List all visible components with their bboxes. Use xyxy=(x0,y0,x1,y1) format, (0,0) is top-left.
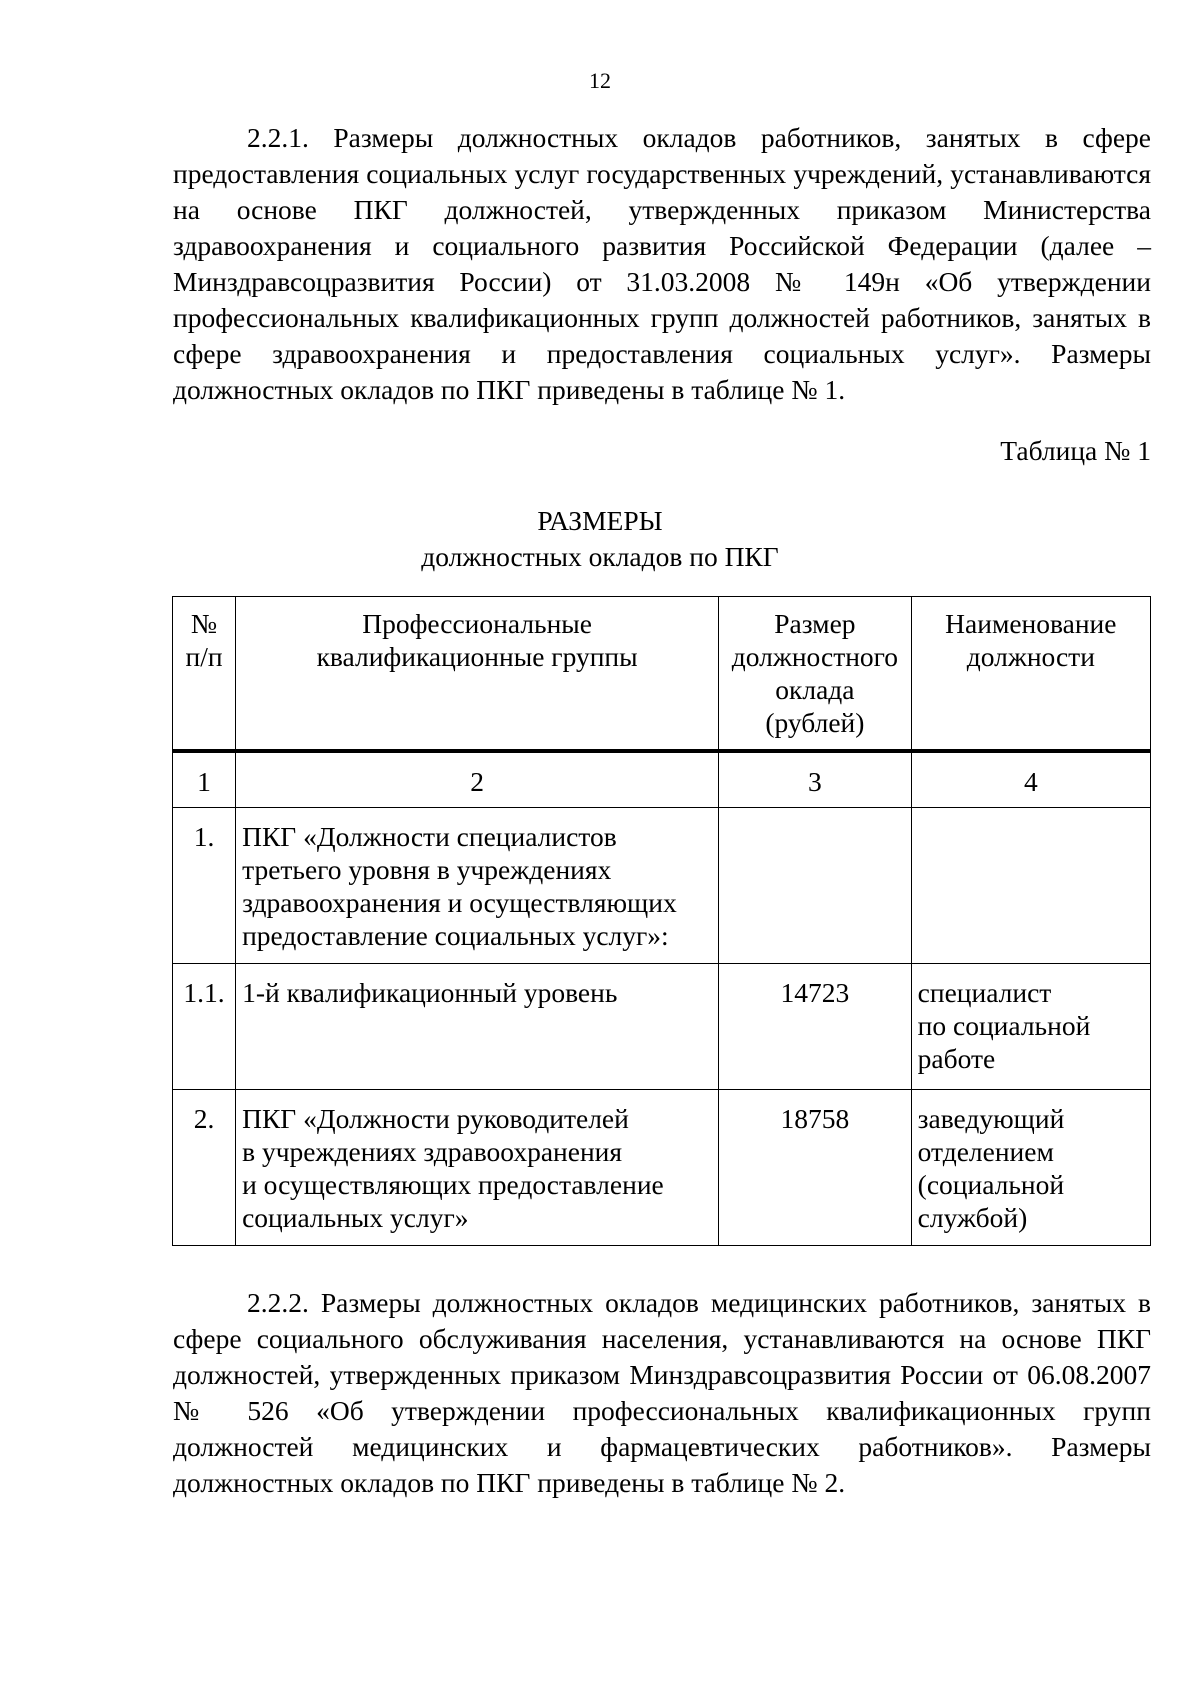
header-group: Профессиональные квалификационные группы xyxy=(236,597,719,752)
table-header-row xyxy=(173,597,1151,752)
row-position: заведующий отделением (социальной службой) xyxy=(911,1090,1150,1246)
row-number: 2. xyxy=(173,1090,236,1246)
column-number: 2 xyxy=(236,751,719,808)
header-number: № п/п xyxy=(173,597,236,752)
column-number-row xyxy=(173,751,1151,808)
paragraph-2-2-1: 2.2.1. Размеры должностных окладов работников, занятых в сфере предоставления социальных услуг государственных учреждений, устанавливаются на основе ПКГ должностей, утвержденных приказом Министерства здравоохранения и социального развития Российской Федерации (далее – Минздравсоцразвития России) от 31.03.2008 № 149н «Об утверждении профессиональных квалификационных групп должностей работников, занятых в сфере здравоохранения и предоставления социальных услуг». Размеры должностных окладов по ПКГ приведены в таблице № 1. xyxy=(173,122,1151,405)
row-number: 1.1. xyxy=(173,964,236,1090)
row-salary: 14723 xyxy=(719,964,912,1090)
column-number: 4 xyxy=(911,751,1150,808)
row-number: 1. xyxy=(173,808,236,964)
column-number: 3 xyxy=(719,751,912,808)
row-position: специалист по социальной работе xyxy=(911,964,1150,1090)
column-number: 1 xyxy=(173,751,236,808)
row-salary xyxy=(719,808,912,964)
row-group: ПКГ «Должности руководителей в учреждениях здравоохранения и осуществляющих предоставление социальных услуг» xyxy=(236,1090,719,1246)
row-salary: 18758 xyxy=(719,1090,912,1246)
header-position: Наименование должности xyxy=(911,597,1150,752)
table-row xyxy=(173,964,1151,1090)
table-caption: Таблица № 1 xyxy=(1000,435,1151,466)
row-group: ПКГ «Должности специалистов третьего уровня в учреждениях здравоохранения и осуществляющих предоставление социальных услуг»: xyxy=(236,808,719,964)
table-heading: РАЗМЕРЫ xyxy=(537,505,663,536)
salary-table xyxy=(172,596,1151,1246)
table-row xyxy=(173,808,1151,964)
table-subheading: должностных окладов по ПКГ xyxy=(421,541,779,572)
row-group: 1-й квалификационный уровень xyxy=(236,964,719,1090)
row-position xyxy=(911,808,1150,964)
header-salary: Размер должностного оклада (рублей) xyxy=(719,597,912,752)
page-number: 12 xyxy=(589,68,611,93)
table-row xyxy=(173,1090,1151,1246)
paragraph-2-2-2: 2.2.2. Размеры должностных окладов медицинских работников, занятых в сфере социального обслуживания населения, устанавливаются на основе ПКГ должностей, утвержденных приказом Минздравсоцразвития России от 06.08.2007 № 526 «Об утверждении профессиональных квалификационных групп должностей медицинских и фармацевтических работников». Размеры должностных окладов по ПКГ приведены в таблице № 2. xyxy=(173,1287,1151,1498)
